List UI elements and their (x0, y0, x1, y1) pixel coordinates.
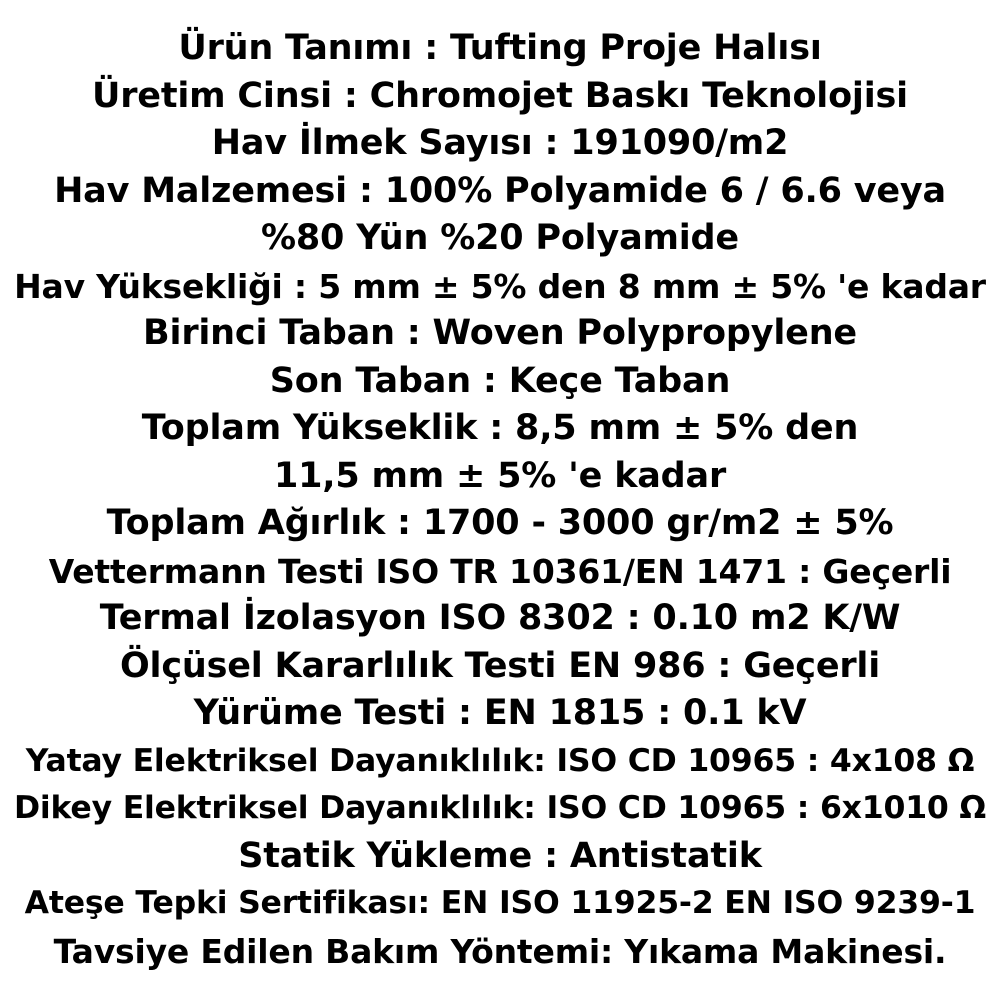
spec-line: Ateşe Tepki Sertifikası: EN ISO 11925-2 EN ISO 9239-1 (24, 885, 976, 921)
spec-line: Vettermann Testi ISO TR 10361/EN 1471 : Geçerli (48, 551, 952, 591)
spec-line: 11,5 mm ± 5% 'e kadar (273, 455, 727, 496)
spec-line: Yatay Elektriksel Dayanıklılık: ISO CD 10965 : 4x108 Ω (25, 742, 975, 779)
specification-line-list (0, 25, 1000, 975)
spec-line: Tavsiye Edilen Bakım Yöntemi: Yıkama Makinesi. (53, 931, 947, 971)
spec-line: Yürüme Testi : EN 1815 : 0.1 kV (193, 693, 807, 733)
spec-line: Termal İzolasyon ISO 8302 : 0.10 m2 K/W (99, 598, 901, 638)
spec-line: %80 Yün %20 Polyamide (261, 218, 739, 258)
spec-line: Birinci Taban : Woven Polypropylene (143, 313, 857, 353)
spec-line: Statik Yükleme : Antistatik (238, 835, 762, 876)
spec-line: Son Taban : Keçe Taban (269, 360, 731, 401)
spec-line: Hav İlmek Sayısı : 191090/m2 (211, 123, 789, 163)
spec-line: Ürün Tanımı : Tufting Proje Halısı (178, 28, 822, 68)
spec-line: Hav Yüksekliği : 5 mm ± 5% den 8 mm ± 5% 'e kadar (14, 266, 986, 306)
spec-line: Dikey Elektriksel Dayanıklılık: ISO CD 10965 : 6x1010 Ω (13, 790, 986, 826)
spec-line: Hav Malzemesi : 100% Polyamide 6 / 6.6 veya (54, 170, 946, 211)
spec-line: Ölçüsel Kararlılık Testi EN 986 : Geçerli (119, 645, 881, 686)
spec-line: Toplam Ağırlık : 1700 - 3000 gr/m2 ± 5% (106, 503, 894, 543)
spec-line: Üretim Cinsi : Chromojet Baskı Teknolojisi (92, 75, 908, 116)
spec-line: Toplam Yükseklik : 8,5 mm ± 5% den (141, 408, 859, 448)
